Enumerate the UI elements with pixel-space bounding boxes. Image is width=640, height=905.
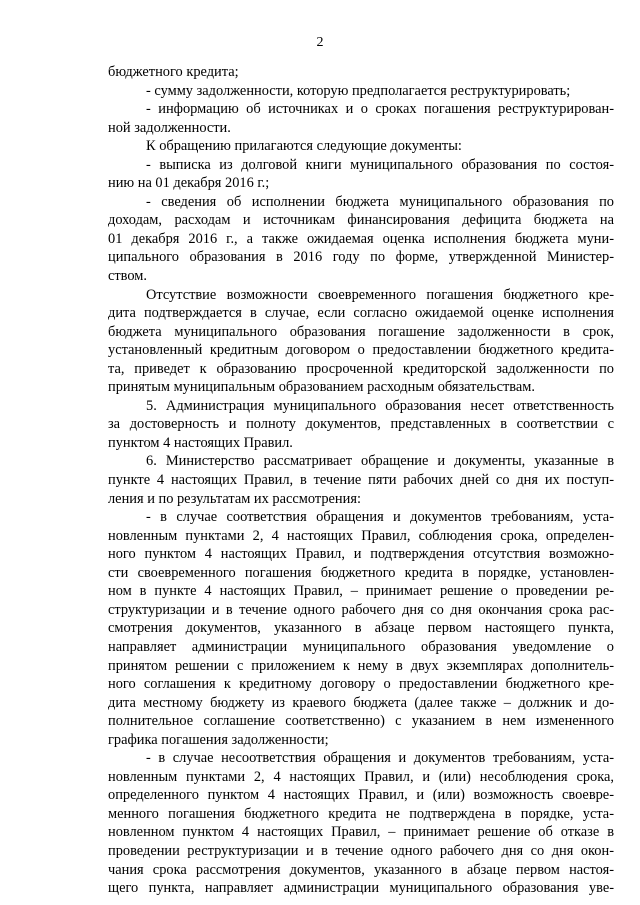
- text-line: чания срока рассмотрения документов, указанного в абзаце первом настоя-: [108, 861, 614, 878]
- text-line: за достоверность и полноту документов, представленных в соответствии с: [108, 416, 614, 433]
- text-line: установленный кредитным договором о предоставлении бюджетного кредита-: [108, 342, 614, 359]
- text-line: 6. Министерство рассматривает обращение и документы, указанные в: [146, 453, 614, 470]
- text-line: структуризации и в течение одного рабочего дня со дня окончания срока рас-: [108, 601, 614, 618]
- text-line: ципального образования в 2016 году по форме, утвержденной Министер-: [108, 249, 614, 266]
- text-line: та, приведет к образованию просроченной кредиторской задолженности по: [108, 360, 614, 377]
- text-line: новленным пунктами 2, 4 настоящих Правил, и (или) несоблюдения срока,: [108, 768, 614, 785]
- text-line: пунктом 4 настоящих Правил.: [108, 434, 293, 451]
- text-line: ления и по результатам их рассмотрения:: [108, 490, 361, 507]
- text-line: принятым муниципальным образованием расходным обязательствам.: [108, 379, 535, 396]
- text-line: сти своевременного погашения бюджетного кредита в порядке, установлен-: [108, 564, 614, 581]
- text-line: ного пунктом 4 настоящих Правил, и подтверждения отсутствия возможно-: [108, 546, 614, 563]
- text-line: бюджетного кредита;: [108, 64, 239, 80]
- text-line: дита подтверждается в случае, если согласно ожидаемой оценке исполнения: [108, 305, 614, 322]
- text-line: принятом решении с приложением к нему в двух экземплярах дополнитель-: [108, 657, 614, 674]
- text-line: новленном пунктом 4 настоящих Правил, – принимает решение об отказе в: [108, 824, 614, 841]
- text-line: доходам, расходам и источникам финансирования дефицита бюджета на: [108, 212, 614, 229]
- text-line: 5. Администрация муниципального образования несет ответственность: [146, 397, 614, 414]
- text-line: проведении реструктуризации и в течение одного рабочего дня со дня окон-: [108, 842, 614, 859]
- text-line: менного погашения бюджетного кредита не подтверждена в порядке, уста-: [108, 805, 614, 822]
- text-line: ного соглашения к кредитному договору о предоставлении бюджетного кре-: [108, 676, 614, 693]
- text-line: 01 декабря 2016 г., а также ожидаемая оценка исполнения бюджета муни-: [108, 230, 614, 247]
- text-line: - выписка из долговой книги муниципального образования по состоя-: [146, 156, 614, 173]
- text-line: направляет администрации муниципального образования уведомление о: [108, 638, 614, 655]
- text-line: нию на 01 декабря 2016 г.;: [108, 175, 270, 192]
- text-line: - в случае соответствия обращения и документов требованиям, уста-: [146, 509, 614, 526]
- text-line: бюджета муниципального образования погашение задолженности в срок,: [108, 323, 614, 340]
- text-line: новленным пунктами 2, 4 настоящих Правил, соблюдения срока, определен-: [108, 527, 614, 544]
- text-line: - информацию об источниках и о сроках погашения реструктурирован-: [146, 101, 614, 118]
- text-line: графика погашения задолженности;: [108, 731, 329, 748]
- text-line: ном в пункте 4 настоящих Правил, – принимает решение о проведении ре-: [108, 583, 614, 600]
- text-line: К обращению прилагаются следующие документы:: [146, 138, 462, 155]
- text-line: - в случае несоответствия обращения и документов требованиям, уста-: [146, 750, 614, 767]
- text-line: смотрения документов, указанного в абзаце первом настоящего пункта,: [108, 620, 614, 637]
- document-body: [108, 63, 614, 898]
- text-line: определенного пунктом 4 настоящих Правил, и (или) возможность своевре-: [108, 787, 614, 804]
- page-number: 2: [316, 35, 324, 50]
- text-line: ной задолженности.: [108, 119, 231, 136]
- text-line: щего пункта, направляет администрации муниципального образования уве-: [108, 880, 614, 897]
- text-line: пункте 4 настоящих Правил, в течение пяти рабочих дней со дня их поступ-: [108, 472, 614, 489]
- text-line: полнительное соглашение соответственно) с указанием в нем измененного: [108, 713, 614, 730]
- text-line: Отсутствие возможности своевременного погашения бюджетного кре-: [146, 286, 614, 303]
- text-line: дита местному бюджету из краевого бюджета (далее также – должник и до-: [108, 694, 614, 711]
- text-line: - сведения об исполнении бюджета муниципального образования по: [146, 193, 614, 210]
- text-line: - сумму задолженности, которую предполагается реструктурировать;: [146, 82, 571, 99]
- text-line: ством.: [108, 268, 147, 285]
